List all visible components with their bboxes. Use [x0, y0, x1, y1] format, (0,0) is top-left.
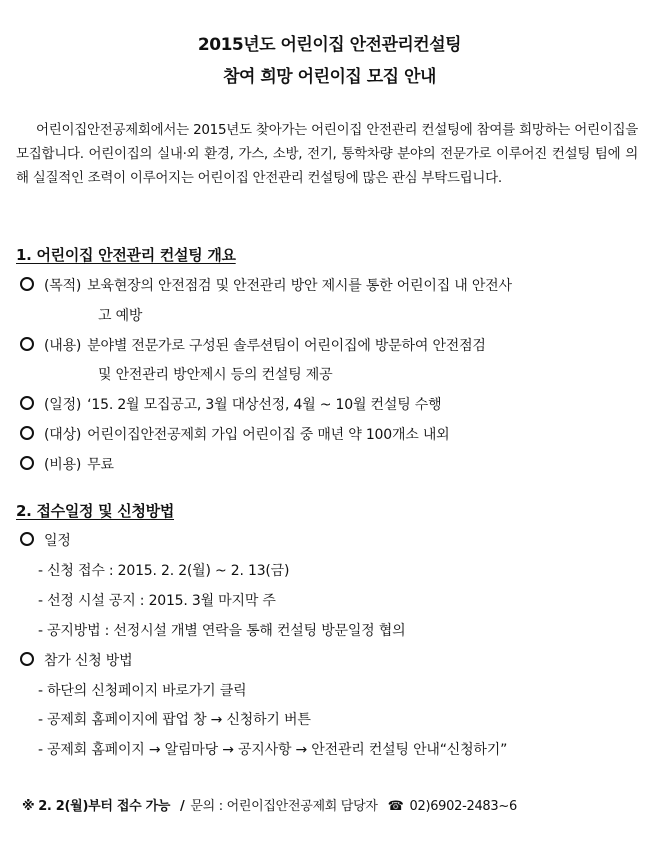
- method-label: 참가 신청 방법: [44, 653, 133, 669]
- notice-text: 2. 2(월)부터 접수 가능: [38, 799, 171, 814]
- overview-item-schedule: [20, 394, 639, 414]
- schedule-label-row: [20, 530, 639, 550]
- overview-item-purpose: [20, 275, 639, 295]
- item-tag: (대상): [44, 427, 82, 443]
- item-tag: (일정): [44, 397, 82, 413]
- item-text: 무료: [87, 457, 114, 473]
- document-title-line2: 참여 희망 어린이집 모집 안내: [223, 67, 436, 87]
- overview-item-purpose-continued: 고 예방: [98, 308, 143, 324]
- phone-icon: ☎: [387, 799, 404, 814]
- intro-paragraph: 어린이집안전공제회에서는 2015년도 찾아가는 어린이집 안전관리 컨설팅에 참여를 희망하는 어린이집을 모집합니다. 어린이집의 실내·외 환경, 가스, 소방, 전기, 통학차량 분야의 전문가로 이루어진 컨설팅 팀에 의해 실질적인 조력이 이루어지는 어린이집 안전관리 컨설팅에 많은 관심 부탁드립니다.: [16, 122, 638, 186]
- circle-bullet-icon: [20, 396, 34, 410]
- overview-item-content: [20, 335, 639, 355]
- circle-bullet-icon: [20, 426, 34, 440]
- schedule-item-announcement: - 선정 시설 공지 : 2015. 3월 마지막 주: [38, 593, 276, 609]
- circle-bullet-icon: [20, 337, 34, 351]
- section2-heading: 2. 접수일정 및 신청방법: [16, 502, 175, 520]
- item-tag: (내용): [44, 338, 82, 354]
- footer-notice: [22, 795, 517, 814]
- circle-bullet-icon: [20, 456, 34, 470]
- item-tag: (목적): [44, 278, 82, 294]
- item-tag: (비용): [44, 457, 82, 473]
- overview-item-content-continued: 및 안전관리 방안제시 등의 컨설팅 제공: [98, 367, 333, 383]
- method-item-popup: - 공제회 홈페이지에 팝업 창 → 신청하기 버튼: [38, 712, 311, 728]
- method-item-homepage: - 공제회 홈페이지 → 알림마당 → 공지사항 → 안전관리 컨설팅 안내“신청하기”: [38, 742, 508, 758]
- circle-bullet-icon: [20, 277, 34, 291]
- method-label-row: [20, 650, 639, 670]
- separator-slash: /: [179, 799, 185, 814]
- document-title-line1: 2015년도 어린이집 안전관리컨설팅: [197, 35, 462, 55]
- item-text: ‘15. 2월 모집공고, 3월 대상선정, 4월 ~ 10월 컨설팅 수행: [87, 397, 442, 413]
- item-text: 분야별 전문가로 구성된 솔루션팀이 어린이집에 방문하여 안전점검: [87, 338, 486, 354]
- inquiry-text: 문의 : 어린이집안전공제회 담당자: [190, 799, 378, 814]
- circle-bullet-icon: [20, 532, 34, 546]
- overview-item-target: [20, 424, 639, 444]
- method-item-link: - 하단의 신청페이지 바로가기 클릭: [38, 683, 247, 699]
- phone-number: 02)6902-2483~6: [409, 799, 517, 814]
- item-text: 보육현장의 안전점검 및 안전관리 방안 제시를 통한 어린이집 내 안전사: [87, 278, 512, 294]
- schedule-label: 일정: [44, 533, 71, 549]
- reference-mark: ※: [22, 799, 35, 814]
- schedule-item-application: - 신청 접수 : 2015. 2. 2(월) ~ 2. 13(금): [38, 563, 290, 579]
- circle-bullet-icon: [20, 652, 34, 666]
- item-text: 어린이집안전공제회 가입 어린이집 중 매년 약 100개소 내외: [87, 427, 450, 443]
- section1-heading: 1. 어린이집 안전관리 컨설팅 개요: [16, 246, 236, 264]
- overview-item-cost: [20, 454, 639, 474]
- schedule-item-method: - 공지방법 : 선정시설 개별 연락을 통해 컨설팅 방문일정 협의: [38, 623, 406, 639]
